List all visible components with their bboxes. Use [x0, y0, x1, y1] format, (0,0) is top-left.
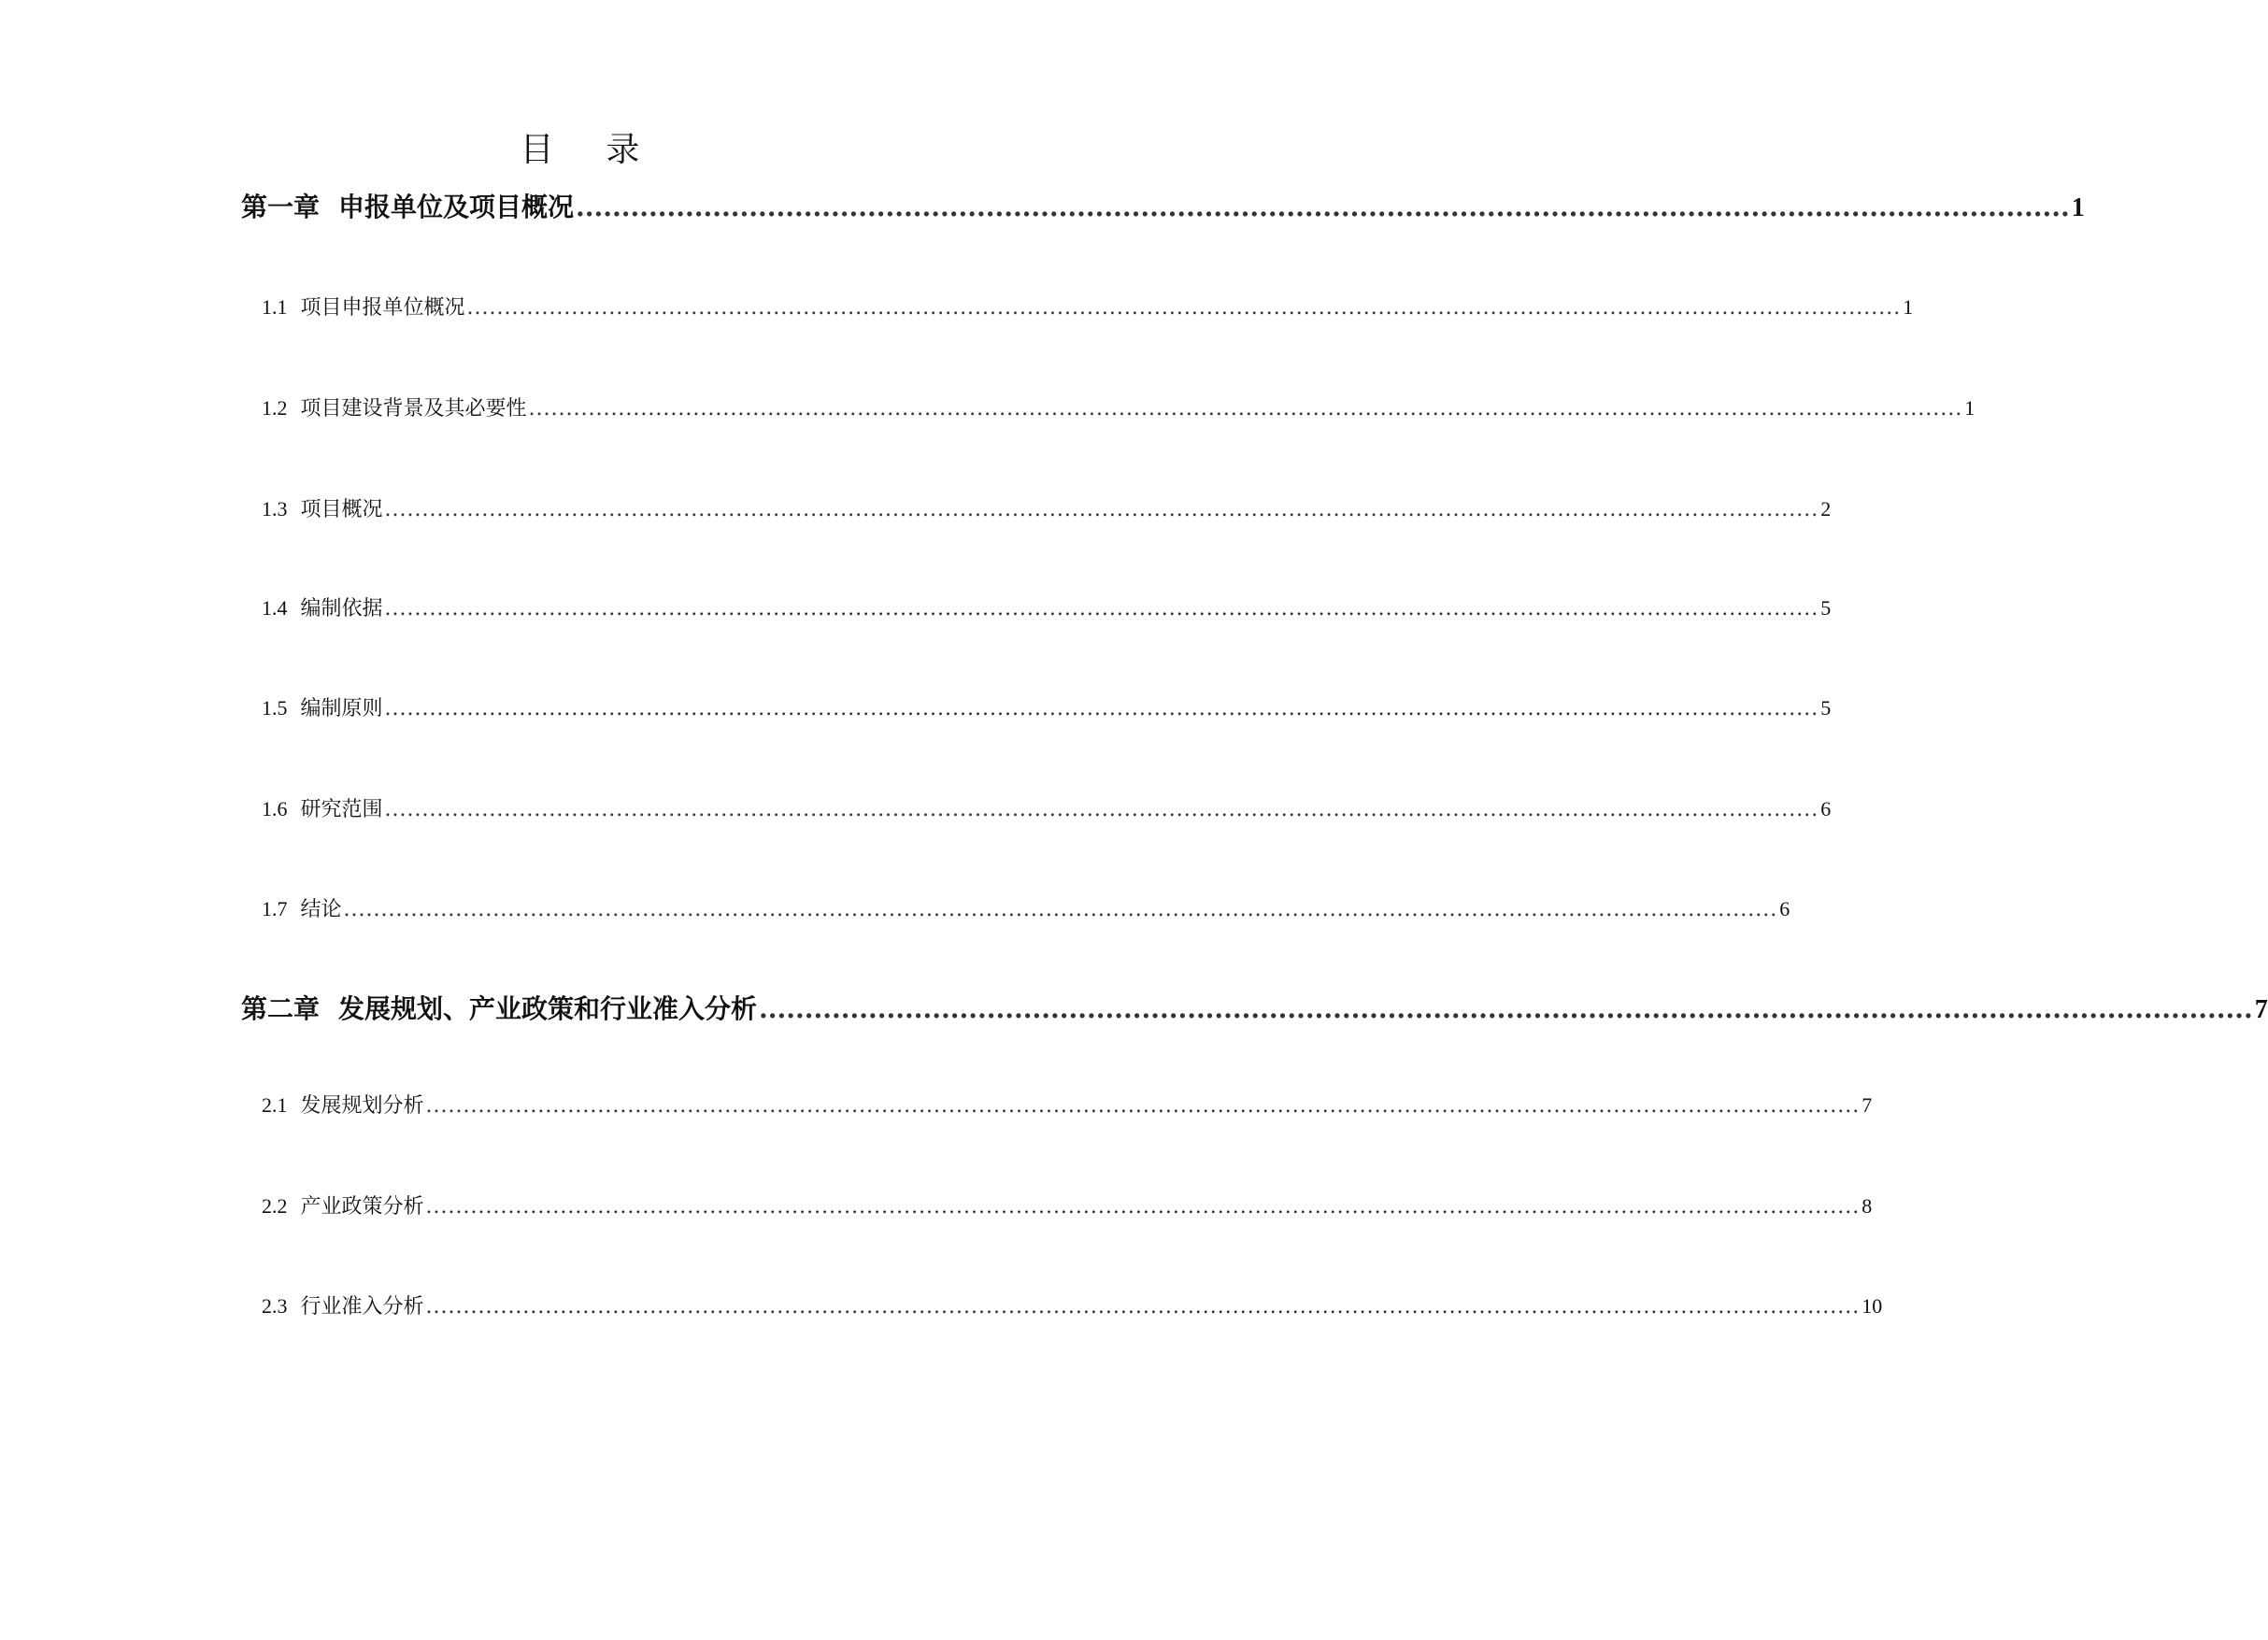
toc-section-number: 2.2	[262, 1194, 288, 1218]
toc-chapter-2[interactable]	[241, 989, 2268, 1026]
toc-section-2-3[interactable]	[262, 1291, 1883, 1320]
toc-leader-dots: ................................................................................................................................................................................................	[343, 898, 1778, 921]
toc-page-number: 10	[1861, 1294, 1883, 1318]
toc-page-number: 5	[1820, 696, 1832, 720]
toc-section-number: 2.3	[262, 1294, 288, 1318]
toc-page-number: 6	[1779, 897, 1790, 920]
toc-chapter-1[interactable]	[241, 187, 2085, 224]
toc-chapter-title: 发展规划、产业政策和行业准入分析	[338, 993, 758, 1024]
toc-section-title: 编制原则	[300, 697, 383, 720]
toc-section-title: 行业准入分析	[300, 1295, 424, 1319]
toc-section-1-4[interactable]	[262, 592, 1832, 622]
toc-leader-dots: ................................................................................................................................................................................................	[425, 1195, 1861, 1219]
toc-section-2-2[interactable]	[262, 1191, 1873, 1220]
toc-leader-dots: ....................................................................................................................................................................	[759, 993, 2253, 1024]
toc-section-title: 编制依据	[300, 597, 383, 620]
toc-leader-dots: ....................................................................................................................................................................	[576, 192, 2070, 222]
toc-section-1-1[interactable]	[262, 292, 1914, 321]
toc-leader-dots: ................................................................................................................................................................................................	[528, 397, 1963, 421]
toc-section-number: 1.7	[262, 897, 288, 920]
toc-section-number: 2.1	[262, 1093, 288, 1117]
toc-leader-dots: ................................................................................................................................................................................................	[384, 798, 1819, 821]
toc-page-number: 8	[1861, 1194, 1873, 1218]
toc-section-number: 1.2	[262, 396, 288, 420]
toc-chapter-number: 第二章	[241, 993, 321, 1024]
title-part1: 目	[520, 131, 554, 169]
toc-page-number: 6	[1820, 797, 1832, 820]
toc-chapter-number: 第一章	[241, 192, 321, 222]
toc-section-title: 发展规划分析	[300, 1094, 424, 1118]
toc-section-number: 1.1	[262, 295, 288, 319]
page-title	[0, 127, 1160, 174]
toc-section-1-6[interactable]	[262, 793, 1832, 823]
toc-leader-dots: ................................................................................................................................................................................................	[384, 697, 1819, 720]
toc-page-number: 5	[1820, 596, 1832, 620]
toc-page-number: 1	[1903, 295, 1914, 319]
toc-section-1-7[interactable]	[262, 893, 1790, 923]
toc-section-number: 1.6	[262, 797, 288, 820]
toc-section-1-3[interactable]	[262, 493, 1832, 523]
toc-section-title: 项目申报单位概况	[300, 296, 465, 320]
toc-section-number: 1.4	[262, 596, 288, 620]
toc-leader-dots: ................................................................................................................................................................................................	[466, 296, 1902, 320]
toc-leader-dots: ................................................................................................................................................................................................	[384, 597, 1819, 620]
toc-page-number: 1	[1964, 396, 1976, 420]
toc-page-number: 7	[1861, 1093, 1873, 1117]
toc-chapter-title: 申报单位及项目概况	[338, 192, 575, 222]
toc-section-title: 项目建设背景及其必要性	[300, 397, 527, 421]
toc-leader-dots: ................................................................................................................................................................................................	[425, 1295, 1861, 1319]
toc-section-title: 项目概况	[300, 498, 383, 521]
toc-section-title: 结论	[300, 898, 342, 921]
toc-section-1-5[interactable]	[262, 692, 1832, 722]
title-part2: 录	[606, 131, 640, 169]
toc-page-number: 7	[2254, 995, 2268, 1024]
toc-leader-dots: ................................................................................................................................................................................................	[384, 498, 1819, 521]
toc-section-number: 1.5	[262, 696, 288, 720]
toc-page-number: 2	[1820, 497, 1832, 521]
toc-section-title: 产业政策分析	[300, 1195, 424, 1219]
toc-section-number: 1.3	[262, 497, 288, 521]
toc-section-1-2[interactable]	[262, 392, 1976, 422]
toc-leader-dots: ................................................................................................................................................................................................	[425, 1094, 1861, 1118]
toc-section-2-1[interactable]	[262, 1090, 1873, 1119]
toc-page-number: 1	[2071, 193, 2085, 222]
toc-section-title: 研究范围	[300, 798, 383, 821]
